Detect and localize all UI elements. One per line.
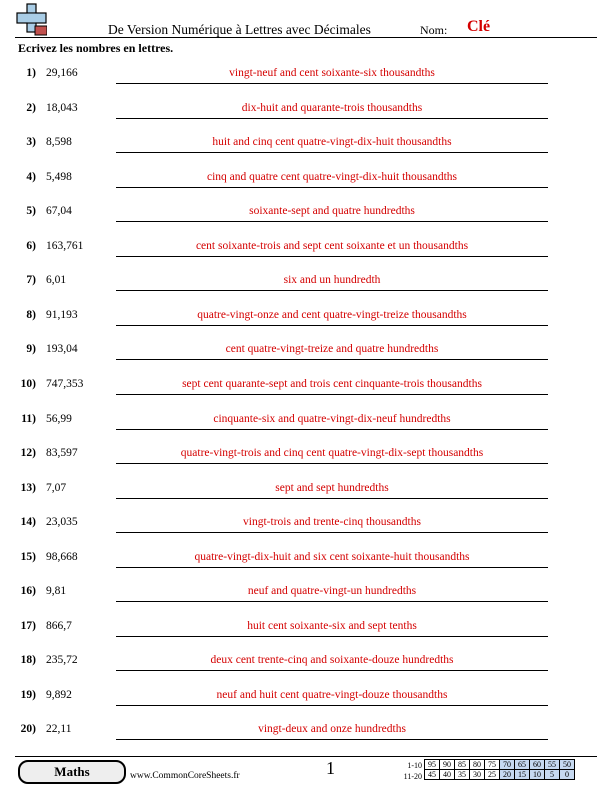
score-cell: 65 xyxy=(515,760,530,770)
problem-value: 29,166 xyxy=(46,67,78,79)
score-cell: 85 xyxy=(455,760,470,770)
problem-row xyxy=(0,413,612,447)
score-cell: 45 xyxy=(425,770,440,780)
problem-value: 91,193 xyxy=(46,308,78,321)
score-cell: 35 xyxy=(455,770,470,780)
problem-row xyxy=(0,171,612,205)
answer-text: cinq and quatre cent quatre-vingt-dix-huit thousandths xyxy=(206,170,458,183)
problem-row xyxy=(0,551,612,585)
answer-line xyxy=(116,601,548,602)
answer-line xyxy=(116,498,548,499)
problem-number: 13) xyxy=(20,481,36,494)
problem-number: 1) xyxy=(26,67,36,79)
problem-value: 83,597 xyxy=(46,447,78,460)
problem-value: 193,04 xyxy=(46,343,78,356)
score-row xyxy=(425,770,575,780)
problem-value: 9,892 xyxy=(46,688,72,701)
name-value: Clé xyxy=(467,18,491,35)
header-divider xyxy=(15,37,597,38)
subject-badge: Maths xyxy=(18,760,126,784)
problem-number: 17) xyxy=(20,619,36,632)
problem-number: 2) xyxy=(26,101,36,114)
problem-value: 23,035 xyxy=(46,516,78,529)
instructions: Ecrivez les nombres en lettres. xyxy=(18,41,174,55)
problem-row xyxy=(0,378,612,412)
problem-value: 98,668 xyxy=(46,550,78,563)
score-range-label: 1-10 xyxy=(407,761,422,770)
score-cell: 0 xyxy=(560,770,575,780)
problem-value: 235,72 xyxy=(46,654,78,667)
score-cell: 80 xyxy=(470,760,485,770)
answer-text: dix-huit and quarante-trois thousandths xyxy=(241,101,423,114)
answer-line xyxy=(116,83,548,84)
score-range-labels xyxy=(394,760,422,782)
problem-number: 18) xyxy=(20,654,36,667)
answer-text: deux cent trente-cinq and soixante-douze hundredths xyxy=(210,654,454,667)
score-cell: 90 xyxy=(440,760,455,770)
problem-number: 6) xyxy=(26,239,36,252)
answer-line xyxy=(116,739,548,740)
problem-row xyxy=(0,654,612,688)
problem-value: 7,07 xyxy=(46,481,67,494)
problem-value: 747,353 xyxy=(46,377,84,390)
score-cell: 50 xyxy=(560,760,575,770)
problem-number: 8) xyxy=(26,308,36,321)
answer-line xyxy=(116,359,548,360)
score-cell: 60 xyxy=(530,760,545,770)
answer-line xyxy=(116,221,548,222)
score-cell: 95 xyxy=(425,760,440,770)
answer-line xyxy=(116,429,548,430)
answer-line xyxy=(116,670,548,671)
answer-line xyxy=(116,187,548,188)
answer-line xyxy=(116,290,548,291)
answer-line xyxy=(116,567,548,568)
answer-text: cinquante-six and quatre-vingt-dix-neuf hundredths xyxy=(213,412,451,425)
problem-row xyxy=(0,136,612,170)
problem-value: 9,81 xyxy=(46,585,67,598)
footer-divider xyxy=(15,756,597,757)
problem-row xyxy=(0,102,612,136)
score-cell: 30 xyxy=(470,770,485,780)
problem-value: 18,043 xyxy=(46,101,78,114)
problem-number: 11) xyxy=(21,412,36,425)
problem-row xyxy=(0,447,612,481)
problem-value: 56,99 xyxy=(46,412,72,425)
problem-number: 10) xyxy=(20,377,36,390)
problem-row xyxy=(0,620,612,654)
score-cell: 70 xyxy=(500,760,515,770)
problem-row xyxy=(0,689,612,723)
problem-number: 19) xyxy=(20,688,36,701)
answer-line xyxy=(116,152,548,153)
answer-text: quatre-vingt-onze and cent quatre-vingt-treize thousandths xyxy=(197,308,467,321)
site-url: www.CommonCoreSheets.fr xyxy=(130,771,240,781)
answer-text: neuf and quatre-vingt-un hundredths xyxy=(247,585,417,598)
problem-row xyxy=(0,67,612,101)
problem-number: 7) xyxy=(26,274,36,287)
problem-number: 9) xyxy=(26,343,36,356)
problem-row xyxy=(0,240,612,274)
answer-text: cent quatre-vingt-treize and quatre hundredths xyxy=(225,343,439,356)
answer-line xyxy=(116,532,548,533)
problem-number: 15) xyxy=(20,550,36,563)
answer-text: sept cent quarante-sept and trois cent cinquante-trois thousandths xyxy=(182,377,482,390)
problem-value: 5,498 xyxy=(46,170,72,183)
answer-text: quatre-vingt-trois and cinq cent quatre-vingt-dix-sept thousandths xyxy=(180,447,484,460)
score-cell: 40 xyxy=(440,770,455,780)
score-cell: 5 xyxy=(545,770,560,780)
answer-text: six and un hundredth xyxy=(283,274,381,287)
answer-text: huit and cinq cent quatre-vingt-dix-huit thousandths xyxy=(212,136,452,149)
answer-line xyxy=(116,705,548,706)
answer-text: vingt-neuf and cent soixante-six thousandths xyxy=(229,67,435,79)
problem-number: 16) xyxy=(20,585,36,598)
problem-row xyxy=(0,585,612,619)
answer-text: vingt-trois and trente-cinq thousandths xyxy=(243,516,421,529)
problem-number: 20) xyxy=(20,723,36,736)
page-number: 1 xyxy=(326,758,335,778)
answer-text: vingt-deux and onze hundredths xyxy=(258,723,406,736)
answer-line xyxy=(116,256,548,257)
problem-row xyxy=(0,482,612,516)
score-table xyxy=(424,759,575,780)
answer-line xyxy=(116,463,548,464)
score-cell: 10 xyxy=(530,770,545,780)
answer-text: huit cent soixante-six and sept tenths xyxy=(247,619,417,632)
score-cell: 20 xyxy=(500,770,515,780)
answer-line xyxy=(116,118,548,119)
problem-number: 3) xyxy=(26,136,36,149)
problem-row xyxy=(0,205,612,239)
problem-value: 866,7 xyxy=(46,619,72,632)
score-cell: 55 xyxy=(545,760,560,770)
score-cell: 15 xyxy=(515,770,530,780)
name-label: Nom: xyxy=(420,23,448,37)
problem-value: 163,761 xyxy=(46,239,84,252)
problem-number: 5) xyxy=(26,205,36,218)
answer-line xyxy=(116,394,548,395)
answer-line xyxy=(116,636,548,637)
problem-row xyxy=(0,516,612,550)
score-cell: 25 xyxy=(485,770,500,780)
answer-text: soixante-sept and quatre hundredths xyxy=(249,205,415,218)
problem-value: 22,11 xyxy=(46,723,72,736)
problem-row xyxy=(0,343,612,377)
problem-row xyxy=(0,723,612,757)
answer-text: cent soixante-trois and sept cent soixante et un thousandths xyxy=(195,239,469,252)
problem-value: 67,04 xyxy=(46,205,72,218)
answer-text: neuf and huit cent quatre-vingt-douze thousandths xyxy=(216,688,448,701)
score-row xyxy=(425,760,575,770)
answer-text: sept and sept hundredths xyxy=(275,481,389,494)
page-title: De Version Numérique à Lettres avec Décimales xyxy=(108,22,371,37)
score-cell: 75 xyxy=(485,760,500,770)
problem-number: 4) xyxy=(26,170,36,183)
score-range-label: 11-20 xyxy=(403,772,422,781)
problem-row xyxy=(0,309,612,343)
problem-value: 8,598 xyxy=(46,136,72,149)
answer-line xyxy=(116,325,548,326)
problem-number: 12) xyxy=(20,447,36,460)
problem-value: 6,01 xyxy=(46,274,67,287)
answer-text: quatre-vingt-dix-huit and six cent soixante-huit thousandths xyxy=(194,550,470,563)
problem-number: 14) xyxy=(20,516,36,529)
plus-logo-icon xyxy=(15,2,47,36)
problem-row xyxy=(0,274,612,308)
